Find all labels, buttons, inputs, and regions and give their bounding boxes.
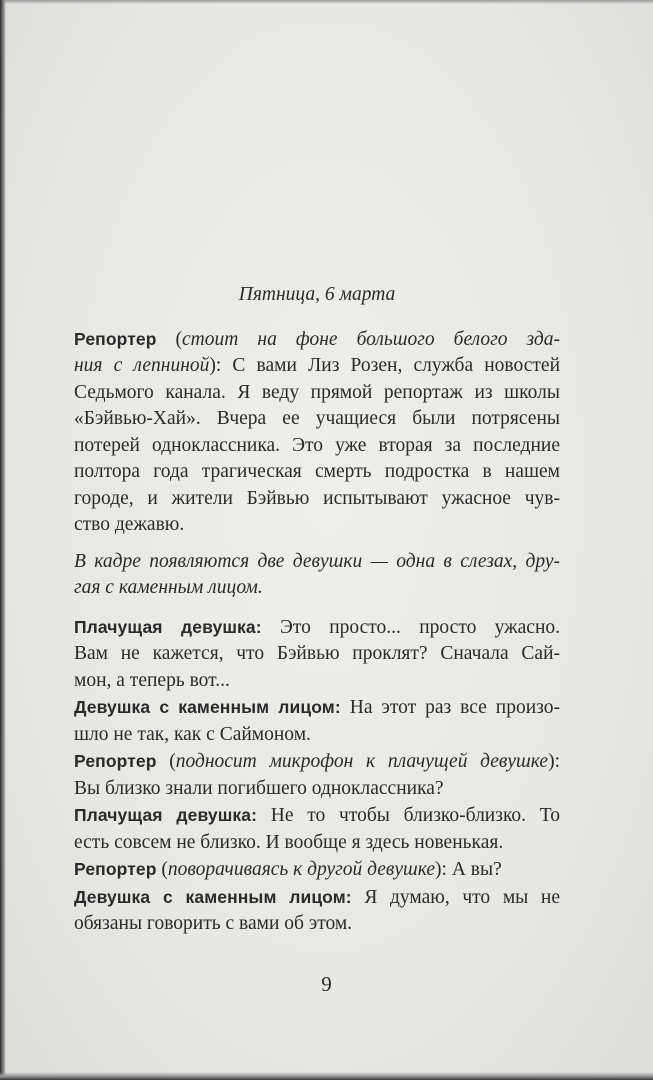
text-line: есть совсем не близко. И вообще я здесь новенькая.	[74, 831, 504, 853]
text-line: мон, а теперь вот...	[74, 669, 230, 691]
text-line	[74, 694, 560, 722]
text-line: шло не так, как с Саймоном.	[74, 723, 311, 745]
stage-direction: поворачиваясь к другой девушке	[167, 859, 436, 880]
paragraph-stage-direction	[74, 549, 560, 602]
page-number: 9	[321, 972, 332, 996]
text-line: обязаны говорить с вами об этом.	[74, 913, 353, 934]
text-line: потерей одноклассника. Это уже вторая за последние	[74, 434, 560, 456]
page-bottom-edge-shadow	[0, 1072, 653, 1080]
stage-direction: подносит микрофон к плачущей девушке	[175, 751, 549, 772]
speaker-name: Девушка с каменным лицом:	[74, 697, 341, 717]
text-fragment: Я думаю, что мы не	[351, 886, 560, 908]
text-line: Седьмого канала. Я веду прямой репортаж из школы	[74, 381, 560, 403]
speaker-name: Репортер	[74, 328, 157, 349]
text-line	[74, 748, 560, 776]
page-body-text	[74, 282, 560, 938]
text-line: В кадре появляются две девушки — одна в слезах, дру-	[74, 550, 560, 572]
text-line	[74, 802, 560, 830]
speaker-name: Плачущая девушка:	[74, 805, 258, 825]
date-heading: Пятница, 6 марта	[238, 284, 396, 305]
stage-direction: стоит на фоне большого белого зда-	[182, 328, 560, 350]
text-line	[74, 326, 560, 354]
text-fragment: На этот раз все произо-	[340, 697, 560, 718]
text-line: «Бэйвью-Хай». Вчера ее учащиеся были потрясены	[74, 408, 560, 429]
page-left-edge-shadow	[0, 0, 6, 1080]
speaker-name: Репортер	[74, 859, 157, 879]
speaker-name: Плачущая девушка:	[74, 616, 262, 637]
text-line	[74, 884, 560, 912]
text-fragment: ): А вы?	[435, 859, 502, 880]
text-line: ство дежавю.	[74, 514, 185, 535]
text-line: гая с каменным лицом.	[74, 577, 263, 598]
text-line: Вам не кажется, что Бэйвью проклят? Сначала Сай-	[74, 643, 560, 664]
page-top-edge-shadow	[0, 0, 653, 4]
text-fragment: ):	[548, 751, 560, 772]
paragraph-stone-face-girl-1	[74, 694, 560, 748]
text-line: полтора года трагическая смерть подростка в нашем	[74, 461, 560, 482]
text-line	[74, 353, 560, 380]
text-fragment: (	[156, 751, 176, 772]
text-fragment: Это просто... просто ужасно.	[261, 616, 561, 638]
text-fragment: ): С вами Лиз Розен, служба новостей	[209, 355, 561, 376]
text-fragment: (	[156, 859, 168, 880]
text-line	[74, 614, 560, 642]
paragraph-crying-girl-2	[74, 802, 560, 856]
text-fragment: Не то чтобы близко-близко. То	[257, 805, 560, 826]
text-line	[74, 856, 560, 884]
text-line: Вы близко знали погибшего одноклассника?	[74, 777, 444, 799]
paragraph-reporter-turn	[74, 856, 560, 884]
speaker-name: Репортер	[74, 751, 157, 771]
text-fragment: (	[156, 328, 183, 350]
paragraph-crying-girl-1	[74, 614, 560, 695]
speaker-name: Девушка с каменным лицом:	[74, 886, 352, 907]
paragraph-reporter-intro	[74, 326, 560, 539]
paragraph-reporter-question	[74, 748, 560, 802]
stage-direction: ния с лепниной	[74, 355, 210, 376]
text-line: городе, и жители Бэйвью испытывают ужасное чув-	[74, 487, 560, 509]
paragraph-stone-face-girl-2	[74, 884, 560, 938]
